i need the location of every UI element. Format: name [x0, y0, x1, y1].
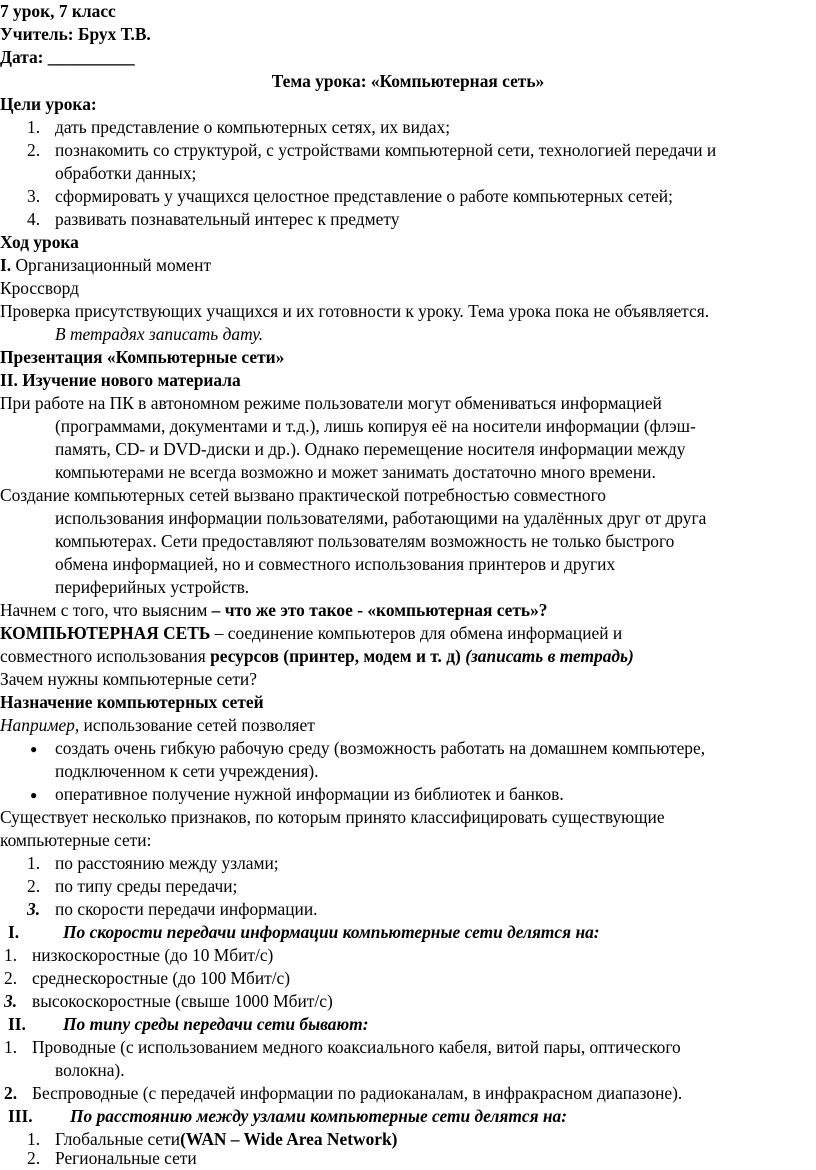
lesson-date: Дата: __________	[0, 47, 135, 67]
definition-note: (записать в тетрадь)	[460, 646, 634, 666]
medium-heading: По типу среды передачи сети бывают:	[63, 1014, 369, 1034]
speed-heading: По скорости передачи информации компьютерные сети делятся на:	[63, 922, 600, 942]
goal-number: 2.	[27, 140, 41, 160]
classify-number: 2.	[27, 876, 41, 896]
write-date-note: В тетрадях записать дату.	[55, 324, 264, 344]
definition-term: КОМПЬЮТЕРНАЯ СЕТЬ	[0, 623, 211, 643]
purpose-heading: Назначение компьютерных сетей	[0, 692, 264, 712]
goals-heading: Цели урока:	[0, 94, 97, 114]
presentation-title: Презентация «Компьютерные сети»	[0, 347, 285, 367]
classify-item: по расстоянию между узлами;	[55, 853, 279, 873]
goal-text: обработки данных;	[55, 163, 197, 183]
section-number: II.	[8, 1014, 26, 1034]
distance-item-abbr: (WAN – Wide Area Network)	[180, 1129, 398, 1149]
distance-number: 1.	[27, 1129, 41, 1149]
stage-1-text: Организационный момент	[11, 255, 212, 275]
classify-item: по скорости передачи информации.	[55, 899, 318, 919]
paragraph-line: (программами, документами и т.д.), лишь копируя её на носители информации (флэш-	[55, 416, 696, 436]
section-number: I.	[8, 922, 20, 942]
paragraph-line: использования информации пользователями, работающими на удалённых друг от друга	[55, 508, 707, 528]
goal-text: познакомить со структурой, с устройствами компьютерной сети, технологией передачи и	[55, 140, 717, 160]
goal-number: 4.	[27, 209, 41, 229]
paragraph-line: компьютерах. Сети предоставляют пользователям возможность не только быстрого	[55, 531, 675, 551]
stage-2-heading: II. Изучение нового материала	[0, 370, 241, 390]
teacher-name: Учитель: Брух Т.В.	[0, 24, 151, 44]
speed-number: 1.	[4, 945, 18, 965]
definition-text: – соединение компьютеров для обмена информацией и	[210, 623, 623, 643]
bullet-text: оперативное получение нужной информации из библиотек и банков.	[55, 784, 564, 804]
classify-number: 3.	[27, 899, 41, 919]
section-number: III.	[8, 1106, 33, 1126]
paragraph-line: обмена информацией, но и совместного использования принтеров и других	[55, 554, 616, 574]
distance-item: Региональные сети	[55, 1148, 197, 1168]
paragraph-line: периферийных устройств.	[55, 577, 250, 597]
lesson-number: 7 урок, 7 класс	[0, 1, 116, 21]
bullet-icon: ●	[30, 788, 38, 802]
medium-item: Проводные (с использованием медного коаксиального кабеля, витой пары, оптического	[32, 1037, 681, 1057]
speed-item: высокоскоростные (свыше 1000 Мбит/с)	[32, 991, 333, 1011]
paragraph-line: Создание компьютерных сетей вызвано практической потребностью совместного	[0, 485, 606, 505]
paragraph-line: память, CD- и DVD-диски и др.). Однако перемещение носителя информации между	[55, 439, 686, 459]
classify-text: Существует несколько признаков, по которым принято классифицировать существующие	[0, 807, 665, 827]
speed-number: 2.	[4, 968, 18, 988]
distance-heading: По расстоянию между узлами компьютерные сети делятся на:	[70, 1106, 568, 1126]
classify-item: по типу среды передачи;	[55, 876, 238, 896]
example-text: , использование сетей позволяет	[74, 715, 315, 735]
speed-item: низкоскоростные (до 10 Мбит/с)	[32, 945, 274, 965]
question-plain: Начнем с того, что выясним	[0, 600, 212, 620]
question-bold: – что же это такое - «компьютерная сеть»?	[211, 600, 548, 620]
classify-number: 1.	[27, 853, 41, 873]
why-question: Зачем нужны компьютерные сети?	[0, 669, 257, 689]
course-heading: Ход урока	[0, 232, 79, 252]
attendance-check: Проверка присутствующих учащихся и их готовности к уроку. Тема урока пока не объявляется.	[0, 301, 710, 321]
distance-number: 2.	[27, 1148, 41, 1168]
bullet-text: подключенном к сети учреждения).	[55, 761, 319, 781]
goal-number: 3.	[27, 186, 41, 206]
stage-1	[0, 254, 211, 277]
bullet-text: создать очень гибкую рабочую среду (возможность работать на домашнем компьютере,	[55, 738, 706, 758]
speed-number: 3.	[4, 991, 18, 1011]
goal-text: развивать познавательный интерес к предмету	[55, 209, 400, 229]
goal-number: 1.	[27, 117, 41, 137]
crossword: Кроссворд	[0, 278, 79, 298]
goal-text: дать представление о компьютерных сетях, их видах;	[55, 117, 451, 137]
medium-item: волокна).	[55, 1060, 125, 1080]
goal-text: сформировать у учащихся целостное представление о работе компьютерных сетей;	[55, 186, 673, 206]
paragraph-line: При работе на ПК в автономном режиме пользователи могут обмениваться информацией	[0, 393, 662, 413]
example-word: Например	[0, 715, 75, 735]
stage-1-number: I.	[0, 255, 12, 275]
medium-number: 1.	[4, 1037, 18, 1057]
classify-text: компьютерные сети:	[0, 830, 152, 850]
paragraph-line: компьютерами не всегда возможно и может занимать достаточно много времени.	[55, 462, 656, 482]
speed-item: среднескоростные (до 100 Мбит/с)	[32, 968, 291, 988]
example-line	[0, 714, 315, 737]
medium-item: Беспроводные (с передачей информации по радиоканалам, в инфракрасном диапазоне).	[32, 1083, 683, 1103]
definition-resources: ресурсов (принтер, модем и т. д)	[210, 646, 461, 666]
lesson-topic: Тема урока: «Компьютерная сеть»	[271, 71, 545, 91]
distance-item-text: Глобальные сети	[55, 1129, 181, 1149]
question-line	[0, 599, 548, 622]
definition-line	[0, 645, 634, 668]
definition-line	[0, 622, 622, 645]
bullet-icon: ●	[30, 742, 38, 756]
medium-number: 2.	[4, 1083, 18, 1103]
definition-text: совместного использования	[0, 646, 211, 666]
